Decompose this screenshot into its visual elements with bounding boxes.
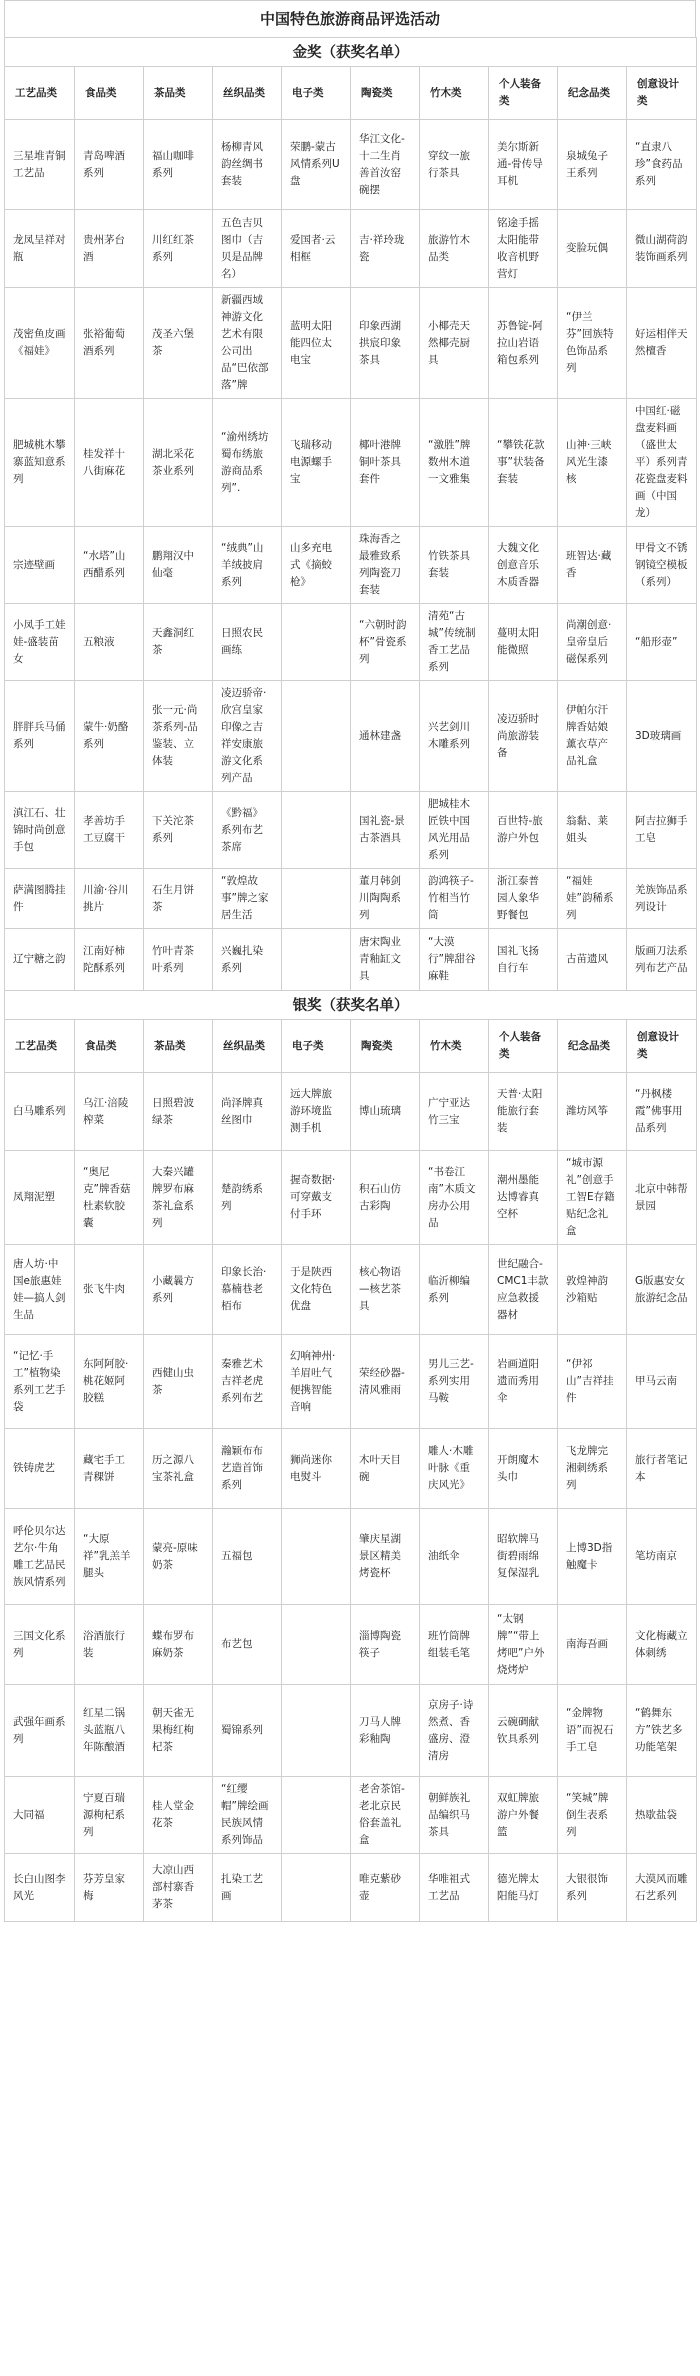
table-cell: 萨满图腾挂件 [5,869,75,929]
table-cell: “绒典”山羊绒披肩系列 [213,527,282,604]
table-cell: 乌江·涪陵榨菜 [75,1073,144,1151]
table-cell: 铁铸虎艺 [5,1429,75,1509]
table-cell: 老舍茶馆-老北京民俗套盖礼盒 [351,1777,420,1854]
table-cell: 蝶布罗布麻奶茶 [144,1605,213,1685]
table-cell: “福娃娃”韵稀系列 [558,869,627,929]
table-cell: 辽宁糖之韵 [5,929,75,991]
table-cell: 铭途手摇太阳能带收音机野营灯 [489,210,558,288]
table-row [5,1335,697,1429]
table-cell: 华江文化-十二生肖善首汝窑碗摆 [351,120,420,210]
table-cell: 浙江泰普园人象华野餐包 [489,869,558,929]
table-row [5,1777,697,1854]
table-cell [282,681,351,792]
table-cell: 云碗碉献钦具系列 [489,1685,558,1777]
column-header: 食品类 [75,67,144,120]
table-cell: 远大牌旅游环境监测手机 [282,1073,351,1151]
table-cell: 阿吉拉狮手工皂 [627,792,697,869]
table-cell: “六朝时韵杯”骨瓷系列 [351,604,420,681]
table-cell: 桂人堂金花茶 [144,1777,213,1854]
table-cell: 飞瑞移动电源螺手宝 [282,399,351,527]
table-cell: 兴巍扎染系列 [213,929,282,991]
table-cell: 布艺包 [213,1605,282,1685]
column-header: 电子类 [282,67,351,120]
table-cell: 杨柳青风韵丝绸书套装 [213,120,282,210]
table-cell: “船形壶” [627,604,697,681]
table-cell: 胖胖兵马俑系列 [5,681,75,792]
table-row [5,120,697,210]
table-row [5,1151,697,1245]
table-cell: “水塔”山西醋系列 [75,527,144,604]
table-cell: 幻响神州·羊眉吐气便携智能音响 [282,1335,351,1429]
gold-section-title: 金奖（获奖名单） [5,38,697,67]
table-cell: 德光牌太阳能马灯 [489,1854,558,1922]
column-header: 食品类 [75,1020,144,1073]
table-cell: 呼伦贝尔达艺尔·牛角雕工艺品民族风情系列 [5,1509,75,1605]
table-cell: 美尔斯新通-骨传导耳机 [489,120,558,210]
table-cell: 日照碧波绿茶 [144,1073,213,1151]
column-header: 个人装备类 [489,67,558,120]
table-cell: “敦煌故事”牌之家居生活 [213,869,282,929]
table-cell: 国礼瓷-景古茶酒具 [351,792,420,869]
table-cell: 蒙牛·奶酪系列 [75,681,144,792]
table-cell: 博山琉璃 [351,1073,420,1151]
table-cell: “伊兰芬”回族特色饰品系列 [558,288,627,399]
table-cell: 张飞牛肉 [75,1245,144,1335]
column-header: 丝织品类 [213,67,282,120]
table-cell: 椰叶港牌铜叶茶具套件 [351,399,420,527]
table-cell: 开朗魔木头巾 [489,1429,558,1509]
table-cell: 昭软牌马街碧雨绵复保湿乳 [489,1509,558,1605]
table-cell: 《黔福》系列布艺茶席 [213,792,282,869]
table-cell [282,929,351,991]
table-cell: 大凉山西部村寨香茅茶 [144,1854,213,1922]
column-header: 陶瓷类 [351,1020,420,1073]
table-cell: “书卷江南”木质文房办公用品 [420,1151,489,1245]
table-cell: 敦煌神韵沙箱贴 [558,1245,627,1335]
table-cell: 凤翔泥塑 [5,1151,75,1245]
silver-header-row [5,1020,697,1073]
table-cell: 福山咖啡系列 [144,120,213,210]
table-cell: “金牌物语”而祝石手工皂 [558,1685,627,1777]
table-row [5,604,697,681]
table-cell: 世纪融合-CMC1丰款应急救援器材 [489,1245,558,1335]
table-cell: 宗迹壁画 [5,527,75,604]
table-cell: “太钢牌”“带上烤吧”户外烧烤炉 [489,1605,558,1685]
table-cell: 岩画道阳遗而秀用伞 [489,1335,558,1429]
table-cell: 变脸玩偶 [558,210,627,288]
table-cell: 董月韩剑川陶陶系列 [351,869,420,929]
table-cell: 羌族饰品系列设计 [627,869,697,929]
table-cell: “奥尼克”牌香菇杜素软胶囊 [75,1151,144,1245]
table-cell: 翁黏、莱姐头 [558,792,627,869]
column-header: 茶品类 [144,67,213,120]
gold-section [5,38,697,991]
table-cell: 茂圣六堡茶 [144,288,213,399]
table-cell: 古苗遗风 [558,929,627,991]
table-cell: 唯克紫砂壶 [351,1854,420,1922]
table-cell: 穿纹一旅行茶具 [420,120,489,210]
table-cell: 飞龙牌完湘刺绣系列 [558,1429,627,1509]
table-cell: 上博3D指触魔卡 [558,1509,627,1605]
table-row [5,1429,697,1509]
page-title: 中国特色旅游商品评选活动 [4,0,696,37]
table-cell: 浴酒旅行装 [75,1605,144,1685]
table-cell: “大原祥”乳羔羊腿头 [75,1509,144,1605]
table-cell: 潮州墨能达博睿真空杯 [489,1151,558,1245]
table-cell: 石生月饼茶 [144,869,213,929]
table-cell: 五粮液 [75,604,144,681]
table-cell: 苏鲁锭-阿拉山岩语箱包系列 [489,288,558,399]
table-cell: 班智达·藏香 [558,527,627,604]
table-cell: 小藏曩方系列 [144,1245,213,1335]
table-row [5,869,697,929]
table-cell: 文化梅藏立体刺绣 [627,1605,697,1685]
table-cell: 旅行者笔记本 [627,1429,697,1509]
table-row [5,681,697,792]
table-cell: 荣经砂器-清风雅雨 [351,1335,420,1429]
table-row [5,288,697,399]
table-cell: 男儿三艺-系列实用马鞍 [420,1335,489,1429]
table-cell: 五福包 [213,1509,282,1605]
table-cell: 3D玻璃画 [627,681,697,792]
table-cell: 滇江石、壮锦时尚创意手包 [5,792,75,869]
column-header: 纪念品类 [558,67,627,120]
table-row [5,1685,697,1777]
column-header: 纪念品类 [558,1020,627,1073]
table-cell: 百世特-旅游户外包 [489,792,558,869]
table-cell: “红缨帽”牌绘画民族风情系列饰品 [213,1777,282,1854]
table-cell: 甲骨文不锈钢镜空模板（系列） [627,527,697,604]
table-cell: 临沂柳编系列 [420,1245,489,1335]
column-header: 竹木类 [420,1020,489,1073]
gold-header-row [5,67,697,120]
table-cell: 扎染工艺画 [213,1854,282,1922]
table-cell: 红星二锅头蓝瓶八年陈酿酒 [75,1685,144,1777]
table-cell: “大漠行”牌甜谷麻鞋 [420,929,489,991]
table-cell: 大秦兴罐牌罗布麻茶礼盒系列 [144,1151,213,1245]
table-cell: 蜀锦系列 [213,1685,282,1777]
table-cell: 三星堆青铜工艺品 [5,120,75,210]
table-cell: 五色吉贝图巾（吉贝是品牌名） [213,210,282,288]
table-row [5,929,697,991]
table-cell: 京房子·诗然煮、香盛房、澄清房 [420,1685,489,1777]
table-cell: 北京中韩帮景园 [627,1151,697,1245]
table-cell: 下关沱茶系列 [144,792,213,869]
table-cell: 桂发祥十八街麻花 [75,399,144,527]
table-cell: 山神·三峡风光生漆核 [558,399,627,527]
table-cell: 三国文化系列 [5,1605,75,1685]
table-cell: 油纸伞 [420,1509,489,1605]
table-cell [282,1777,351,1854]
table-cell: 大漠风而雕石艺系列 [627,1854,697,1922]
table-cell: 瀚颖布布艺造首饰系列 [213,1429,282,1509]
table-cell: “伊祁山”吉祥挂件 [558,1335,627,1429]
table-cell: 潍坊风筝 [558,1073,627,1151]
column-header: 工艺品类 [5,1020,75,1073]
table-cell: 狮尚迷你电熨斗 [282,1429,351,1509]
table-cell: 川渝·谷川挑片 [75,869,144,929]
table-cell: 雕人·木雕叶脉《重庆风光》 [420,1429,489,1509]
table-cell: “激胜”牌数州木道一文雅集 [420,399,489,527]
table-cell: 武强年画系列 [5,1685,75,1777]
table-cell: 江南好柿陀酥系列 [75,929,144,991]
table-cell: “城市源礼”创意手工智E存籍贴纪念礼盒 [558,1151,627,1245]
table-cell: 积石山仿古彩陶 [351,1151,420,1245]
table-cell: 南海吾画 [558,1605,627,1685]
table-cell: 东阿阿胶·桃花姬阿胶糕 [75,1335,144,1429]
table-cell: 淄博陶瓷筷子 [351,1605,420,1685]
table-cell: 国礼飞扬自行车 [489,929,558,991]
table-cell: 好运相伴天然檀香 [627,288,697,399]
table-cell: “攀铁花款事”状装备套装 [489,399,558,527]
table-cell: 蒙亮-原味奶茶 [144,1509,213,1605]
table-row [5,399,697,527]
table-cell: 青岛啤酒系列 [75,120,144,210]
table-cell: 印象西湖拱宸印象茶具 [351,288,420,399]
table-cell: 龙凤呈祥对瓶 [5,210,75,288]
column-header: 工艺品类 [5,67,75,120]
table-cell: G版惠安女旅游纪念品 [627,1245,697,1335]
table-cell: 刀马人牌彩釉陶 [351,1685,420,1777]
table-cell: 朝天雀无果梅红枸杞茶 [144,1685,213,1777]
award-table [4,37,697,1922]
table-cell: 核心物语—核艺茶具 [351,1245,420,1335]
table-cell [282,1509,351,1605]
table-cell: 版画刀法系列布艺产品 [627,929,697,991]
table-cell: 广宁亚达竹三宝 [420,1073,489,1151]
table-row [5,1854,697,1922]
table-cell: “记忆·手工”植物染系列工艺手袋 [5,1335,75,1429]
table-cell [282,792,351,869]
table-cell: 泉城兔子王系列 [558,120,627,210]
table-cell: 日照农民画练 [213,604,282,681]
table-cell: 通林建盏 [351,681,420,792]
table-cell: 清苑“古城”传统制香工艺品系列 [420,604,489,681]
table-cell: 孝善坊手工豆腐干 [75,792,144,869]
table-cell: 唐宋陶业青釉缸文具 [351,929,420,991]
table-cell: 笔坊南京 [627,1509,697,1605]
table-cell: 于是陕西文化特色优盘 [282,1245,351,1335]
table-cell: 兴艺剑川木雕系列 [420,681,489,792]
table-cell: 竹铁茶具套装 [420,527,489,604]
table-cell: 凌迈骄时尚旅游装备 [489,681,558,792]
table-cell: 华唯祖式工艺品 [420,1854,489,1922]
table-cell: 大银很饰系列 [558,1854,627,1922]
column-header: 电子类 [282,1020,351,1073]
table-cell: 天普·太阳能旅行套装 [489,1073,558,1151]
table-cell: 凌迈骄帝·欣宫皇家印像之吉祥安康旅游文化系列产品 [213,681,282,792]
table-cell: “丹枫楼霞”佛事用品系列 [627,1073,697,1151]
column-header: 竹木类 [420,67,489,120]
table-cell: 宁夏百瑞源枸杞系列 [75,1777,144,1854]
table-row [5,1509,697,1605]
table-cell: 张裕葡萄酒系列 [75,288,144,399]
table-cell: 竹叶青茶叶系列 [144,929,213,991]
table-cell: 新疆西域神游文化艺术有限公司出品“巴依部落”牌 [213,288,282,399]
table-cell: 肥城桃木攀寨蓝知意系列 [5,399,75,527]
table-cell: “渝州绣坊蜀布绣旅游商品系列”. [213,399,282,527]
table-cell: 历之源八宝茶礼盒 [144,1429,213,1509]
table-cell [282,1685,351,1777]
table-row [5,1245,697,1335]
table-cell: 木叶天目碗 [351,1429,420,1509]
table-cell: 大同福 [5,1777,75,1854]
table-cell: 蓝明太阳能四位太电宝 [282,288,351,399]
table-cell: 小椰壳天然椰壳厨具 [420,288,489,399]
table-cell: 小凤手工娃娃-盛装苗女 [5,604,75,681]
table-cell: 珠海香之最雅致系列陶瓷刀套装 [351,527,420,604]
table-cell: 鹏翔汉中仙毫 [144,527,213,604]
table-cell: 西健山虫茶 [144,1335,213,1429]
table-cell: 中国红·磁盘麦料画（盛世太平）系列青花瓷盘麦料画（中国龙） [627,399,697,527]
table-cell: “直隶八珍”食药品系列 [627,120,697,210]
table-cell: 藏宅手工青稞饼 [75,1429,144,1509]
table-cell: 吉·祥玲珑瓷 [351,210,420,288]
table-cell: 唐人坊·中国e旅惠娃娃—搞人剑生品 [5,1245,75,1335]
table-cell: “鹤舞东方”铁艺多功能笔架 [627,1685,697,1777]
table-cell [282,1854,351,1922]
table-cell: 茂密鱼皮画《福娃》 [5,288,75,399]
silver-section-title: 银奖（获奖名单） [5,991,697,1020]
table-cell: 大魏文化创意音乐木质香器 [489,527,558,604]
table-cell: “笑城”牌倒生表系列 [558,1777,627,1854]
column-header: 茶品类 [144,1020,213,1073]
column-header: 创意设计类 [627,67,697,120]
table-cell [282,604,351,681]
table-cell: 川红红茶系列 [144,210,213,288]
table-cell: 爱国者·云相框 [282,210,351,288]
table-cell: 蔓明太阳能微照 [489,604,558,681]
table-row [5,1073,697,1151]
silver-section [5,991,697,1922]
table-cell: 秦雅艺术吉祥老虎系列布艺 [213,1335,282,1429]
table-cell: 双虹牌旅游户外餐篮 [489,1777,558,1854]
table-cell: 湖北采花茶业系列 [144,399,213,527]
table-row [5,210,697,288]
table-cell [282,1605,351,1685]
table-cell: 韵鸿筷子-竹相当竹筒 [420,869,489,929]
table-cell: 尚潮创意·皇帝皇后磁保系列 [558,604,627,681]
column-header: 个人装备类 [489,1020,558,1073]
column-header: 陶瓷类 [351,67,420,120]
table-cell [282,869,351,929]
column-header: 丝织品类 [213,1020,282,1073]
table-cell: 尚泽牌真丝图巾 [213,1073,282,1151]
table-row [5,527,697,604]
table-cell: 芬芳皇家梅 [75,1854,144,1922]
table-cell: 长白山图李风光 [5,1854,75,1922]
table-cell: 肇庆星湖景区精美烤瓷杯 [351,1509,420,1605]
table-cell: 伊帕尔汗牌香姑娘薰衣草产品礼盒 [558,681,627,792]
table-cell: 肥城桂木匠铁中国风光用品系列 [420,792,489,869]
table-cell: 天鑫洞红茶 [144,604,213,681]
table-cell: 荣鹏-蒙古风情系列U盘 [282,120,351,210]
table-cell: 朝鲜族礼品编织马茶具 [420,1777,489,1854]
table-cell: 山多充电式《摘蛟枪》 [282,527,351,604]
table-cell: 楚韵绣系列 [213,1151,282,1245]
column-header: 创意设计类 [627,1020,697,1073]
table-cell: 微山湖荷韵装饰画系列 [627,210,697,288]
table-row [5,1605,697,1685]
table-cell: 旅游竹木品类 [420,210,489,288]
table-cell: 热歇盐袋 [627,1777,697,1854]
table-cell: 贵州茅台酒 [75,210,144,288]
table-row [5,792,697,869]
table-cell: 握奇数据·可穿戴支付手环 [282,1151,351,1245]
table-cell: 甲马云南 [627,1335,697,1429]
table-cell: 张一元·尚茶系列-品鉴装、立体装 [144,681,213,792]
table-cell: 班竹筒牌组装毛笔 [420,1605,489,1685]
table-cell: 印象长治·慕楠巷老栢布 [213,1245,282,1335]
table-cell: 白马雕系列 [5,1073,75,1151]
